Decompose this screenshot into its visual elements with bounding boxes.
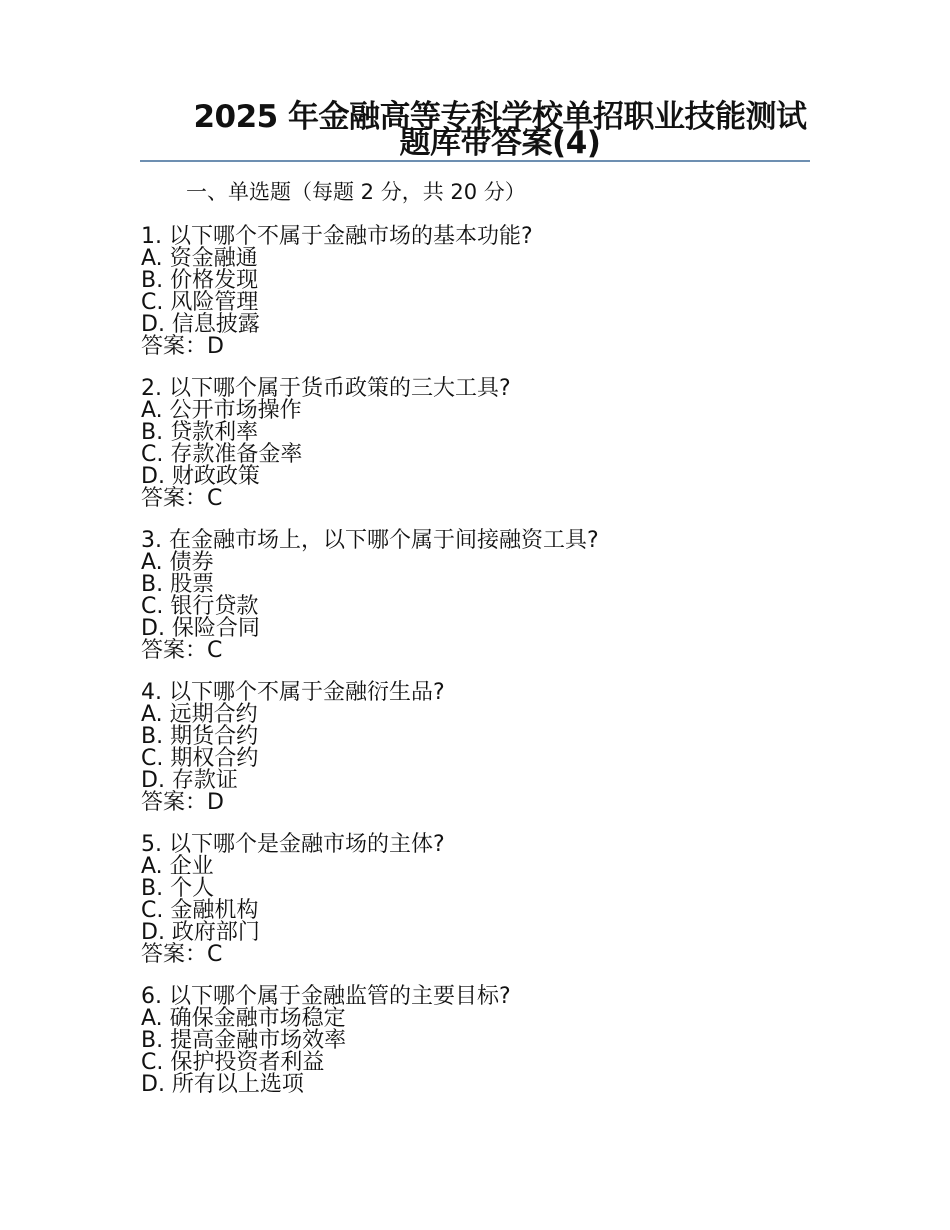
option-d: D. 存款证 bbox=[141, 768, 238, 793]
option-b: B. 价格发现 bbox=[141, 268, 259, 293]
question-text: 3. 在金融市场上，以下哪个属于间接融资工具? bbox=[141, 528, 599, 553]
option-c: C. 风险管理 bbox=[141, 290, 259, 315]
option-a: A. 远期合约 bbox=[141, 702, 258, 727]
question-text: 4. 以下哪个不属于金融衍生品? bbox=[141, 680, 445, 705]
option-b: B. 贷款利率 bbox=[141, 420, 259, 445]
option-a: A. 确保金融市场稳定 bbox=[141, 1006, 346, 1031]
question-text: 2. 以下哪个属于货币政策的三大工具? bbox=[141, 376, 511, 401]
answer-text: 答案：D bbox=[141, 790, 224, 815]
answer-text: 答案：C bbox=[141, 942, 223, 967]
section-heading: 一、单选题（每题 2 分，共 20 分） bbox=[186, 180, 526, 204]
option-c: C. 保护投资者利益 bbox=[141, 1050, 325, 1075]
option-d: D. 财政政策 bbox=[141, 464, 260, 489]
option-c: C. 存款准备金率 bbox=[141, 442, 303, 467]
option-b: B. 期货合约 bbox=[141, 724, 259, 749]
option-d: D. 政府部门 bbox=[141, 920, 260, 945]
question-2 bbox=[141, 378, 801, 510]
question-4 bbox=[141, 682, 801, 814]
question-6 bbox=[141, 986, 801, 1096]
question-3 bbox=[141, 530, 801, 662]
option-a: A. 债券 bbox=[141, 550, 214, 575]
question-text: 6. 以下哪个属于金融监管的主要目标? bbox=[141, 984, 511, 1009]
question-text: 1. 以下哪个不属于金融市场的基本功能? bbox=[141, 224, 533, 249]
answer-text: 答案：C bbox=[141, 486, 223, 511]
document-title: 2025 年金融高等专科学校单招职业技能测试题库带答案(4) bbox=[193, 99, 807, 161]
option-a: A. 企业 bbox=[141, 854, 214, 879]
option-b: B. 股票 bbox=[141, 572, 215, 597]
title-block bbox=[140, 99, 810, 161]
option-c: C. 银行贷款 bbox=[141, 594, 259, 619]
option-c: C. 期权合约 bbox=[141, 746, 259, 771]
option-a: A. 资金融通 bbox=[141, 246, 258, 271]
answer-text: 答案：C bbox=[141, 638, 223, 663]
question-1 bbox=[141, 226, 801, 358]
option-b: B. 提高金融市场效率 bbox=[141, 1028, 347, 1053]
option-d: D. 所有以上选项 bbox=[141, 1072, 304, 1097]
question-list bbox=[141, 226, 801, 1116]
option-b: B. 个人 bbox=[141, 876, 215, 901]
option-c: C. 金融机构 bbox=[141, 898, 259, 923]
title-underline bbox=[140, 160, 810, 162]
option-d: D. 保险合同 bbox=[141, 616, 260, 641]
question-5 bbox=[141, 834, 801, 966]
answer-text: 答案：D bbox=[141, 334, 224, 359]
question-text: 5. 以下哪个是金融市场的主体? bbox=[141, 832, 445, 857]
option-a: A. 公开市场操作 bbox=[141, 398, 302, 423]
option-d: D. 信息披露 bbox=[141, 312, 260, 337]
